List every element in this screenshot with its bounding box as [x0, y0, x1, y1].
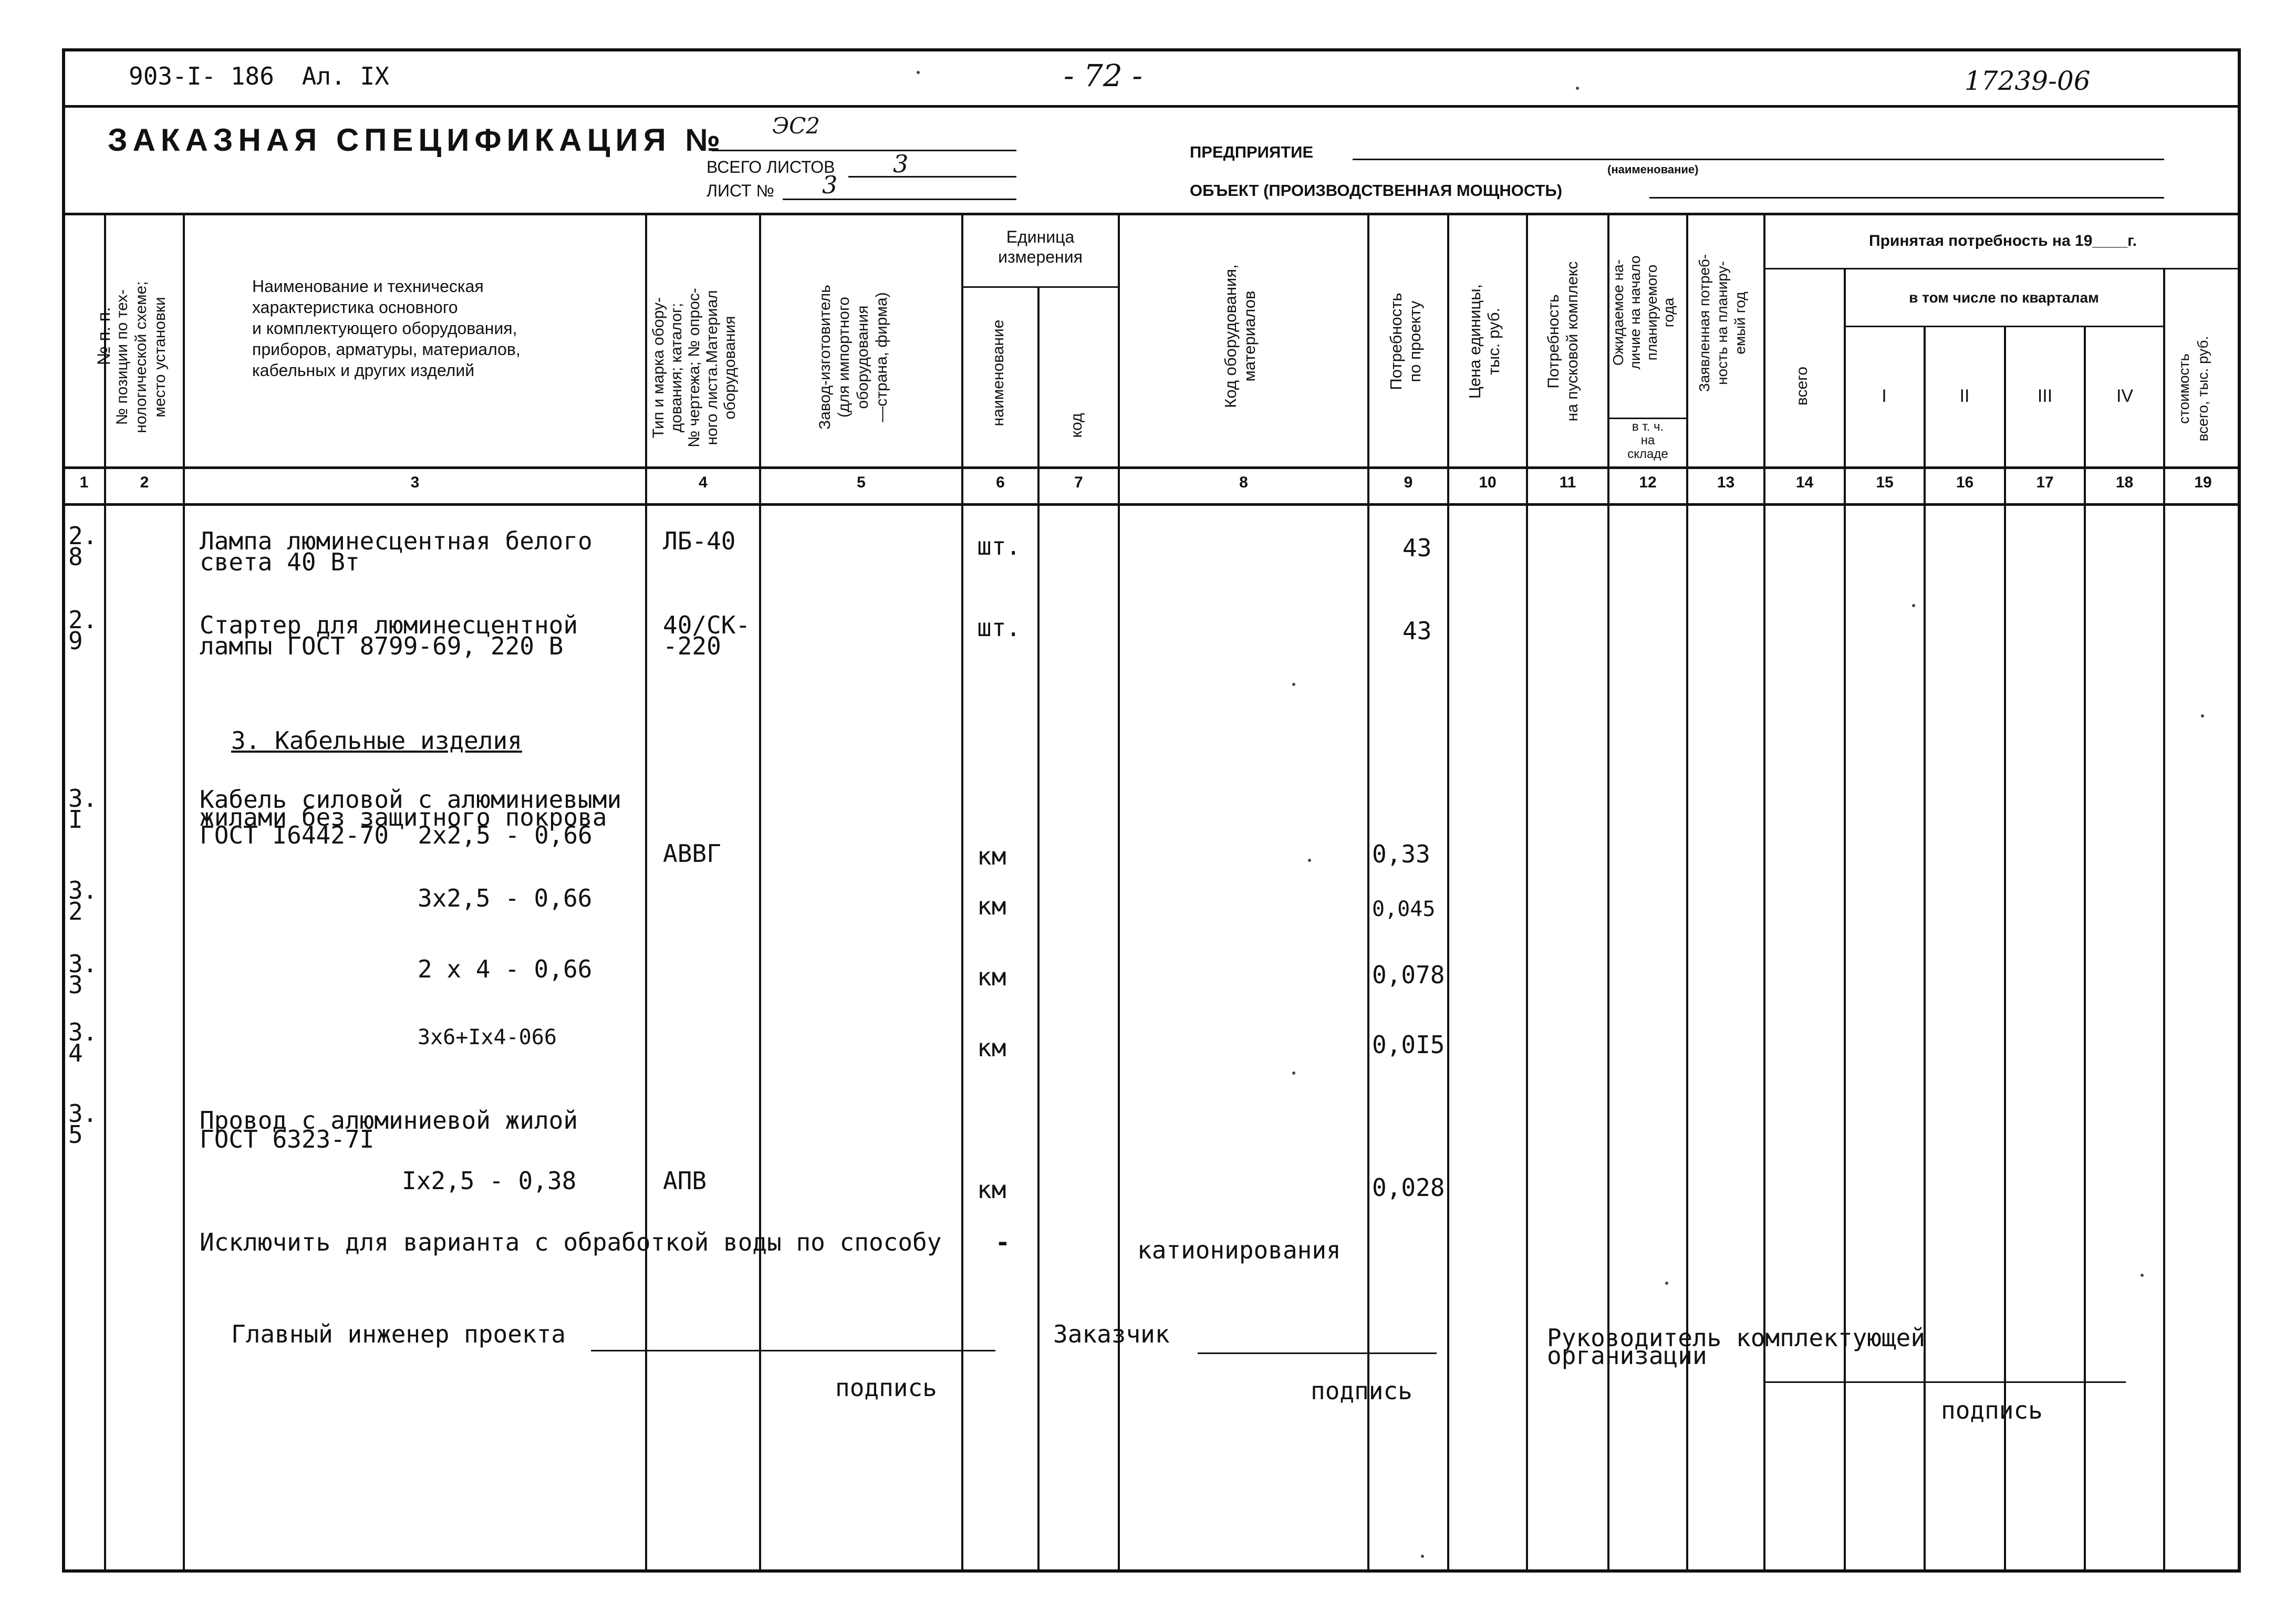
- col-number-3: 3: [410, 474, 420, 491]
- item-name: Стартер для люминесцентной лампы ГОСТ 8799-69, 220 В: [200, 611, 578, 660]
- item-unit: км: [977, 892, 1006, 920]
- series-code-text: 903-I- 186: [129, 62, 274, 90]
- row-number: 2. 8: [68, 522, 98, 571]
- header-col-4: Тип и марка обору- дования; каталог; № чертежа; № опрос- ного листа.Материал оборудования: [650, 288, 739, 448]
- col-line-3: [645, 213, 647, 1573]
- item-unit: шт.: [977, 613, 1021, 642]
- section-heading: 3. Кабельные изделия: [231, 726, 522, 755]
- item-type: АПВ: [663, 1167, 707, 1195]
- enterprise-label: ПРЕДПРИЯТИЕ: [1190, 143, 1314, 161]
- col-line-13: [1763, 213, 1765, 1573]
- sheet-label: ЛИСТ №: [707, 181, 774, 200]
- header-col-2: № позиции по тех- нологической схеме; место установки: [113, 281, 169, 433]
- col-number-4: 4: [699, 474, 708, 491]
- header-quarters-group: в том числе по кварталам: [1909, 289, 2099, 306]
- exclude-note: Исключить для варианта с обработкой воды по способу: [200, 1228, 942, 1256]
- header-col-14: всего: [1793, 366, 1811, 406]
- col-number-5: 5: [857, 474, 866, 491]
- row-number: 3. 4: [68, 1018, 98, 1067]
- col-number-9: 9: [1404, 474, 1413, 491]
- item-name: Кабель силовой с алюминиевыми жилами без защитного покрова ГОСТ I6442-70 2х2,5 - 0,66: [200, 785, 622, 849]
- head-org-sign-line: [1763, 1381, 2126, 1383]
- chief-engineer-sign-line: [591, 1350, 995, 1351]
- item-name: Iх2,5 - 0,38: [402, 1167, 577, 1195]
- naming-hint: (наименование): [1607, 163, 1699, 176]
- header-col-6: наименование: [990, 319, 1007, 426]
- column-number-rule: [62, 503, 2241, 506]
- col-line-7: [1118, 213, 1120, 1573]
- col-line-4: [759, 213, 761, 1573]
- row-number: 3. 3: [68, 950, 98, 999]
- row-number: 3. 2: [68, 876, 98, 925]
- scan-speck: [1912, 604, 1915, 607]
- col-line-16: [2004, 326, 2006, 1573]
- header-col-12-stock: в т. ч. на складе: [1627, 420, 1668, 461]
- customer-sign-line: [1198, 1352, 1437, 1354]
- sheet-value: 3: [822, 171, 838, 199]
- item-unit: км: [977, 1034, 1006, 1062]
- scan-speck: [1292, 1071, 1295, 1075]
- row-number: 2. 9: [68, 606, 98, 655]
- col-number-10: 10: [1479, 474, 1497, 491]
- head-org-label: Руководитель комплектующей организации: [1547, 1324, 1926, 1370]
- item-unit: км: [977, 842, 1006, 870]
- col-line-10: [1526, 213, 1528, 1573]
- album-label: Ал. IX: [302, 62, 389, 90]
- header-col-11: Потребность на пусковой комплекс: [1545, 261, 1581, 422]
- col-number-7: 7: [1074, 474, 1083, 491]
- head-org-signature-caption: подпись: [1941, 1396, 2043, 1424]
- col-number-12: 12: [1639, 474, 1657, 491]
- item-qty: 0,33: [1372, 840, 1430, 868]
- header-col-3: Наименование и техническая характеристика основного и комплектующего оборудования, приборов, арматуры, материалов, кабельных и других изделий: [252, 277, 521, 380]
- col-line-18: [2163, 268, 2165, 1573]
- col-line-17: [2084, 326, 2086, 1573]
- object-line: [1649, 197, 2164, 199]
- object-label: ОБЪЕКТ (ПРОИЗВОДСТВЕННАЯ МОЩНОСТЬ): [1190, 181, 1563, 200]
- col-number-16: 16: [1956, 474, 1974, 491]
- total-sheets-value: 3: [893, 150, 909, 178]
- item-type: ЛБ-40: [663, 527, 736, 555]
- header-unit-group: Единица измерения: [998, 227, 1083, 266]
- document-title: ЗАКАЗНАЯ СПЕЦИФИКАЦИЯ №: [108, 122, 726, 158]
- header-col-9: Потребность по проекту: [1387, 293, 1424, 390]
- sheet-line: [783, 199, 1016, 200]
- item-qty: 43: [1402, 617, 1432, 645]
- col-line-9: [1447, 213, 1449, 1573]
- item-type: АВВГ: [663, 839, 721, 868]
- header-col-5: Завод-изготовитель (для импортного оборудования —страна, фирма): [816, 285, 890, 430]
- unit-group-rule: [963, 286, 1118, 288]
- chief-engineer-label: Главный инженер проекта: [231, 1320, 566, 1348]
- item-qty: 43: [1402, 534, 1432, 562]
- item-name: Лампа люминесцентная белого света 40 Вт: [200, 527, 593, 576]
- col-line-2: [183, 213, 185, 1573]
- item-qty: 0,028: [1372, 1173, 1445, 1202]
- col-line-5: [961, 213, 963, 1573]
- col-number-8: 8: [1239, 474, 1248, 491]
- header-col-18: IV: [2116, 386, 2134, 406]
- item-qty: 0,0I5: [1372, 1031, 1445, 1059]
- item-unit: км: [977, 963, 1006, 991]
- header-col-17: III: [2037, 386, 2053, 406]
- header-col-7: код: [1068, 413, 1085, 438]
- exclude-dash: -: [995, 1228, 1010, 1256]
- scan-speck: [2141, 1274, 2144, 1277]
- document-number: 17239-06: [1965, 66, 2091, 96]
- item-name: 3х6+Iх4-066: [418, 1025, 557, 1049]
- header-top-rule: [62, 213, 2241, 215]
- col-line-15: [1924, 326, 1926, 1573]
- col-line-8: [1367, 213, 1369, 1573]
- header-col-8: Код оборудования, материалов: [1221, 264, 1259, 408]
- scan-speck: [1421, 1555, 1424, 1558]
- customer-signature-caption: подпись: [1311, 1377, 1412, 1405]
- col-number-19: 19: [2194, 474, 2212, 491]
- header-col-19: стоимость всего, тыс. руб.: [2176, 336, 2211, 442]
- item-unit: км: [977, 1175, 1006, 1204]
- col-number-15: 15: [1876, 474, 1894, 491]
- spec-number-line: [712, 150, 1016, 151]
- spec-number: ЭС2: [772, 113, 820, 139]
- item-name: 3х2,5 - 0,66: [418, 884, 593, 912]
- col-number-17: 17: [2036, 474, 2054, 491]
- header-col-13: Заявленная потреб- ность на планиру- емый год: [1696, 254, 1748, 392]
- col-number-11: 11: [1559, 474, 1576, 491]
- item-qty: 0,045: [1372, 897, 1436, 921]
- header-col-10: Цена единицы, тыс. руб.: [1466, 284, 1503, 399]
- scan-speck: [1308, 859, 1311, 862]
- col-number-6: 6: [996, 474, 1005, 491]
- scan-speck: [1665, 1282, 1668, 1285]
- total-sheets-line: [848, 176, 1016, 178]
- chief-engineer-signature-caption: подпись: [835, 1373, 937, 1402]
- header-bottom-rule: [62, 466, 2241, 469]
- page-number: - 72 -: [1064, 58, 1142, 93]
- customer-label: Заказчик: [1053, 1320, 1170, 1348]
- item-qty: 0,078: [1372, 961, 1445, 989]
- row-number: 3. I: [68, 784, 98, 834]
- total-sheets-label: ВСЕГО ЛИСТОВ: [707, 158, 835, 176]
- header-accepted-group: Принятая потребность на 19____г.: [1869, 232, 2137, 249]
- item-unit: шт.: [977, 532, 1021, 560]
- scan-speck: [1292, 683, 1295, 686]
- header-col-16: II: [1959, 386, 1970, 406]
- col-number-18: 18: [2115, 474, 2134, 491]
- header-col-15: I: [1882, 386, 1887, 406]
- stock-sub-rule: [1609, 418, 1687, 419]
- item-type: 40/СК- -220: [663, 611, 751, 660]
- col-number-14: 14: [1795, 474, 1814, 491]
- exclude-method: катионирования: [1137, 1236, 1341, 1264]
- item-name: Провод с алюминиевой жилой ГОСТ 6323-7I: [200, 1106, 578, 1153]
- scan-speck: [917, 71, 920, 74]
- col-line-14: [1844, 268, 1846, 1573]
- col-number-13: 13: [1717, 474, 1735, 491]
- row-number: 3. 5: [68, 1099, 98, 1149]
- enterprise-line: [1353, 159, 2164, 160]
- top-divider: [62, 105, 2241, 108]
- item-name: 2 х 4 - 0,66: [418, 955, 593, 983]
- col-number-2: 2: [140, 474, 149, 491]
- scan-speck: [1576, 87, 1579, 90]
- accepted-group-rule: [1763, 268, 2241, 269]
- scan-speck: [2201, 714, 2204, 717]
- header-col-1: № п. п.: [94, 307, 114, 366]
- series-code: [129, 62, 389, 90]
- header-col-12: Ожидаемое на- личие на начало планируемого года: [1610, 255, 1677, 370]
- col-number-1: 1: [79, 474, 89, 491]
